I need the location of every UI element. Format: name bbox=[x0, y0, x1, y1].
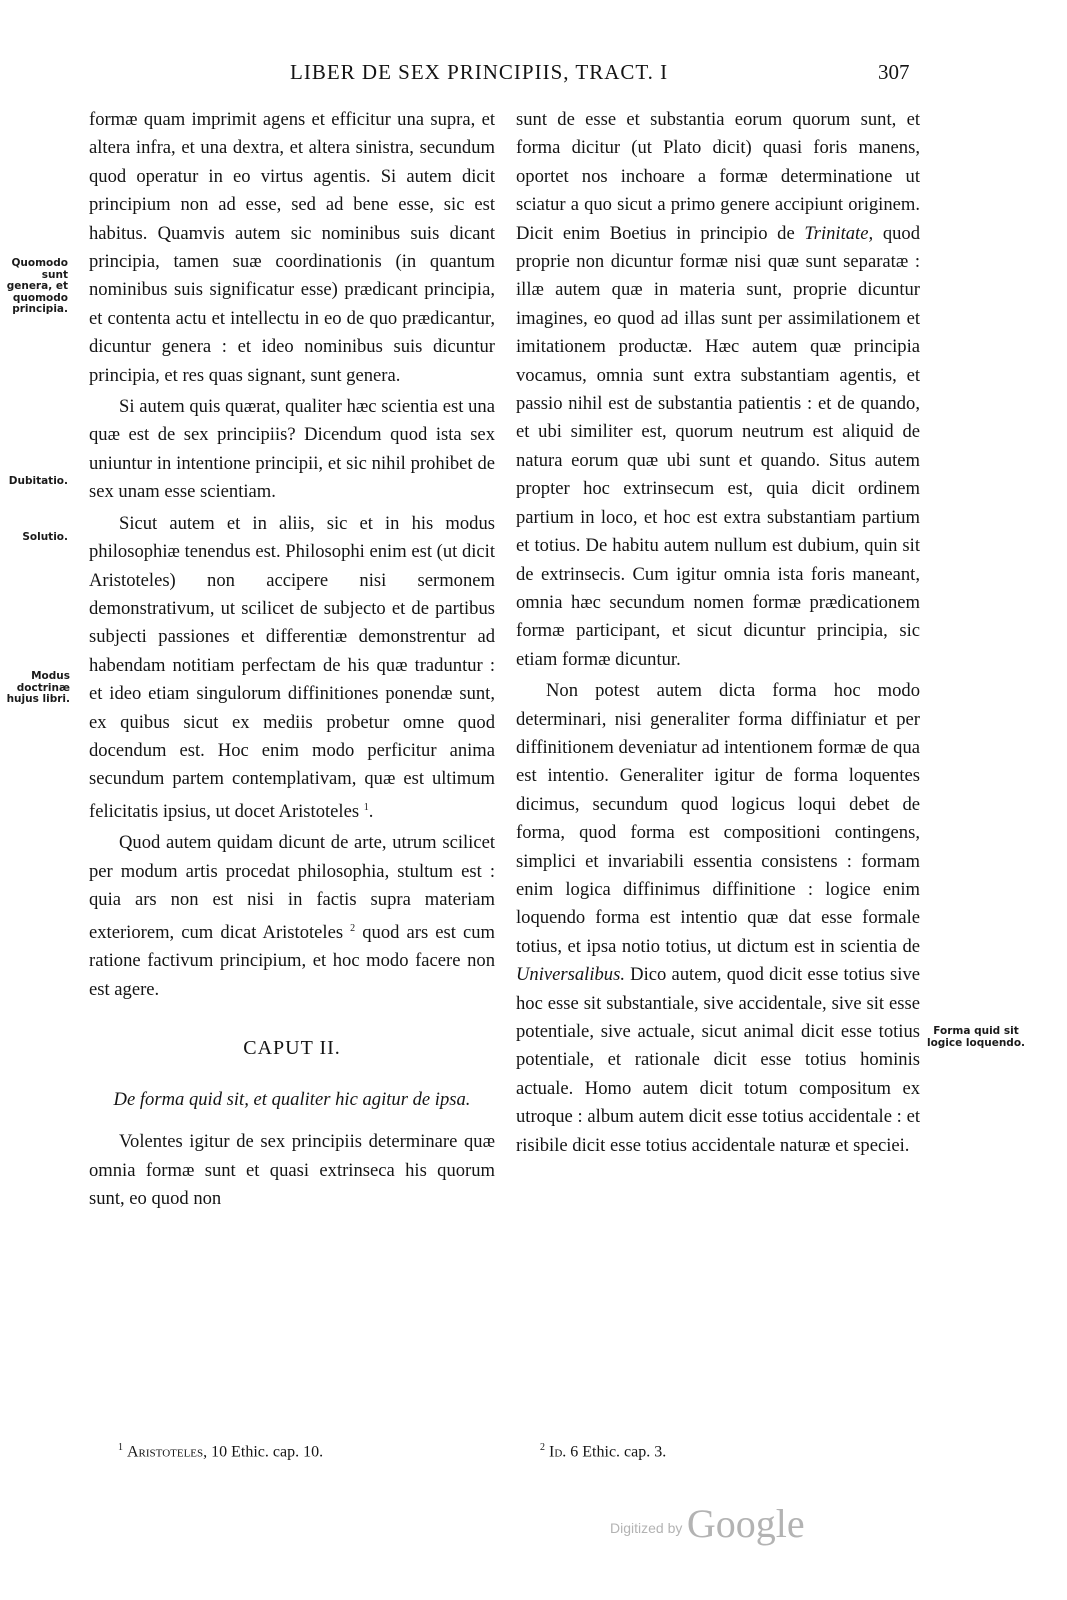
left-paragraph-5: Volentes igitur de sex principiis determinare quæ omnia formæ sunt et quasi extrinseca his quorum sunt, eo quod non bbox=[89, 1131, 495, 1210]
left-paragraph-4-rest: quod ars est cum ratione factivum principium, et hoc modo facere non est agere. bbox=[89, 921, 495, 1000]
footnote-ref-1: 1 bbox=[363, 801, 369, 813]
page-number: 307 bbox=[878, 60, 910, 84]
google-logo: Google bbox=[686, 1501, 805, 1546]
running-header bbox=[0, 60, 1067, 96]
right-paragraph-2 bbox=[516, 677, 920, 1160]
margin-note-forma: Forma quid sit logice loquendo. bbox=[926, 1025, 1026, 1049]
work-title-trinitate: Trinitate, bbox=[804, 222, 874, 244]
footnote-1-text: 10 Ethic. cap. 10. bbox=[211, 1443, 324, 1461]
footnote-1-author: Aristoteles, bbox=[127, 1443, 208, 1461]
right-paragraph-2-b: Dico autem, quod dicit esse totius sive hoc esse sit substantiale, sive accidentale, sive sit esse potentiale, sive actuale, sicut animal dicit esse totius potentiale, et rationale dicit esse totius hominis actuale. Homo autem dicit totum compositum ex utroque : album autem dicit esse totius accidentale : et risibile dicit esse totius accidentale naturæ et speciei. bbox=[516, 964, 920, 1156]
footnote-1 bbox=[118, 1442, 323, 1461]
watermark-digitized-by: Digitized by bbox=[610, 1520, 683, 1536]
google-watermark bbox=[610, 1500, 805, 1547]
footnote-2-mark: 2 bbox=[540, 1442, 545, 1453]
right-paragraph-1-a: sunt de esse et substantia eorum quorum sunt, et forma dicitur (ut Plato dicit) quasi foris manens, oportet nos inchoare a formæ determinatione ut sciatur a quo sicut a primo genere accipiunt originem. Dicit enim Boetius in principio de bbox=[516, 109, 920, 244]
footnote-ref-2: 2 bbox=[350, 922, 356, 934]
footnote-2-text: 6 Ethic. cap. 3. bbox=[570, 1443, 667, 1461]
margin-note-modus: Modus doctrinæ hujus libri. bbox=[6, 670, 70, 705]
left-paragraph-2: Si autem quis quærat, qualiter hæc scientia est una quæ est de sex principiis? Dicendum quod ista sex uniuntur in intentione principii, et sic nihil prohibet de sex unam esse scientiam. bbox=[89, 396, 495, 503]
footnote-2-author: Id. bbox=[549, 1443, 567, 1461]
left-paragraph-4-text: Quod autem quidam dicunt de arte, utrum scilicet per modum artis procedat philosophia, stultum est : quia ars non est nisi in factis supra materiam exteriorem, cum dicat Aristoteles bbox=[89, 832, 495, 943]
work-title-universalibus: Universalibus. bbox=[516, 964, 625, 986]
chapter-subtitle: De forma quid sit, et qualiter hic agitur de ipsa. bbox=[113, 1089, 471, 1111]
right-column bbox=[516, 106, 920, 1160]
right-paragraph-2-a: Non potest autem dicta forma hoc modo determinari, nisi generaliter forma diffiniatur et per diffinitionem deveniatur ad intentionem formæ de qua est intentio. Generaliter igitur de forma loquentes dicimus, secundum quod logicus loqui debet de forma, quod forma est compositioni contingens, simplici et invariabili essentia consistens : formam enim logica diffinimus diffinitione : logice enim loquendo forma est intentio quæ dat esse formale totius, et ipsa notio totius, ut dictum est in scientia de bbox=[516, 680, 920, 957]
right-paragraph-1 bbox=[516, 106, 920, 674]
left-paragraph-3-end: . bbox=[368, 800, 374, 822]
chapter-heading: CAPUT II. bbox=[243, 1036, 341, 1059]
left-paragraph-3-text: Sicut autem et in aliis, sic et in his modus philosophiæ tenendus est. Philosophi enim est (ut dicit Aristoteles) non accipere nisi sermonem demonstrativum, ut scilicet de subjecto et de partibus subjecti passiones et differentiæ demonstrentur ad habendam notitiam perfectam de his quæ traduntur : et ideo etiam singulorum diffinitiones ponendæ sunt, ex quibus sicut ex mediis probetur omne quod docendum est. Hoc enim modo perficitur anima secundum partem contemplativam, quæ est ultimum felicitatis ipsius, ut docet Aristoteles bbox=[89, 512, 495, 822]
left-paragraph-3 bbox=[89, 510, 495, 827]
margin-note-quomodo: Quomodo sunt genera, et quomodo principia. bbox=[6, 257, 68, 315]
running-title: LIBER DE SEX PRINCIPIIS, TRACT. I bbox=[290, 60, 669, 84]
left-column bbox=[89, 106, 495, 1214]
margin-note-dubitatio: Dubitatio. bbox=[8, 475, 68, 487]
right-paragraph-1-b: quod proprie non dicuntur formæ nisi quæ sunt separatæ : illæ autem quæ in materia sunt, proprie dicuntur imagines, eo quod ad illas sunt per assimilationem et imitationem productæ. Hæc autem quæ principia vocamus, omnia sunt extra substantiam agentis, et passio nihil est de substantia patientis : et de quando, et ubi similiter est, quorum neutrum est aliquid de natura eorum quæ ubi sunt et quando. Situs autem propter hoc extrinsecum est, quia dicit ordinem partium in loco, et hoc est extra substantiam partium et totius. De habitu autem nullum est dubium, quin sit de extrinsecis. Cum igitur omnia ista foris maneant, omnia hæc secundum nomen formæ prædicationem formæ participant, et sicut dicuntur principia, sic etiam formæ dicuntur. bbox=[516, 222, 920, 670]
footnote-1-mark: 1 bbox=[118, 1442, 123, 1453]
left-paragraph-1: formæ quam imprimit agens et efficitur una supra, et altera infra, et una dextra, et altera sinistra, secundum quod operatur in eo virtus agentis. Si autem dicit principium non ad esse, sed ad bene esse, sic est habitus. Quamvis autem sic nominibus suis dicant principia, tamen suæ coordinationis (in quantum nominibus suis significatur esse) prædicant principia, et contenta actu et intellectu in eo de quo prædicantur, dicuntur genera : et ideo nominibus suis dicuntur principia, et res quas signant, sunt genera. bbox=[89, 109, 495, 386]
margin-note-solutio: Solutio. bbox=[22, 531, 68, 543]
footnote-2 bbox=[540, 1442, 666, 1461]
left-paragraph-4 bbox=[89, 829, 495, 1004]
